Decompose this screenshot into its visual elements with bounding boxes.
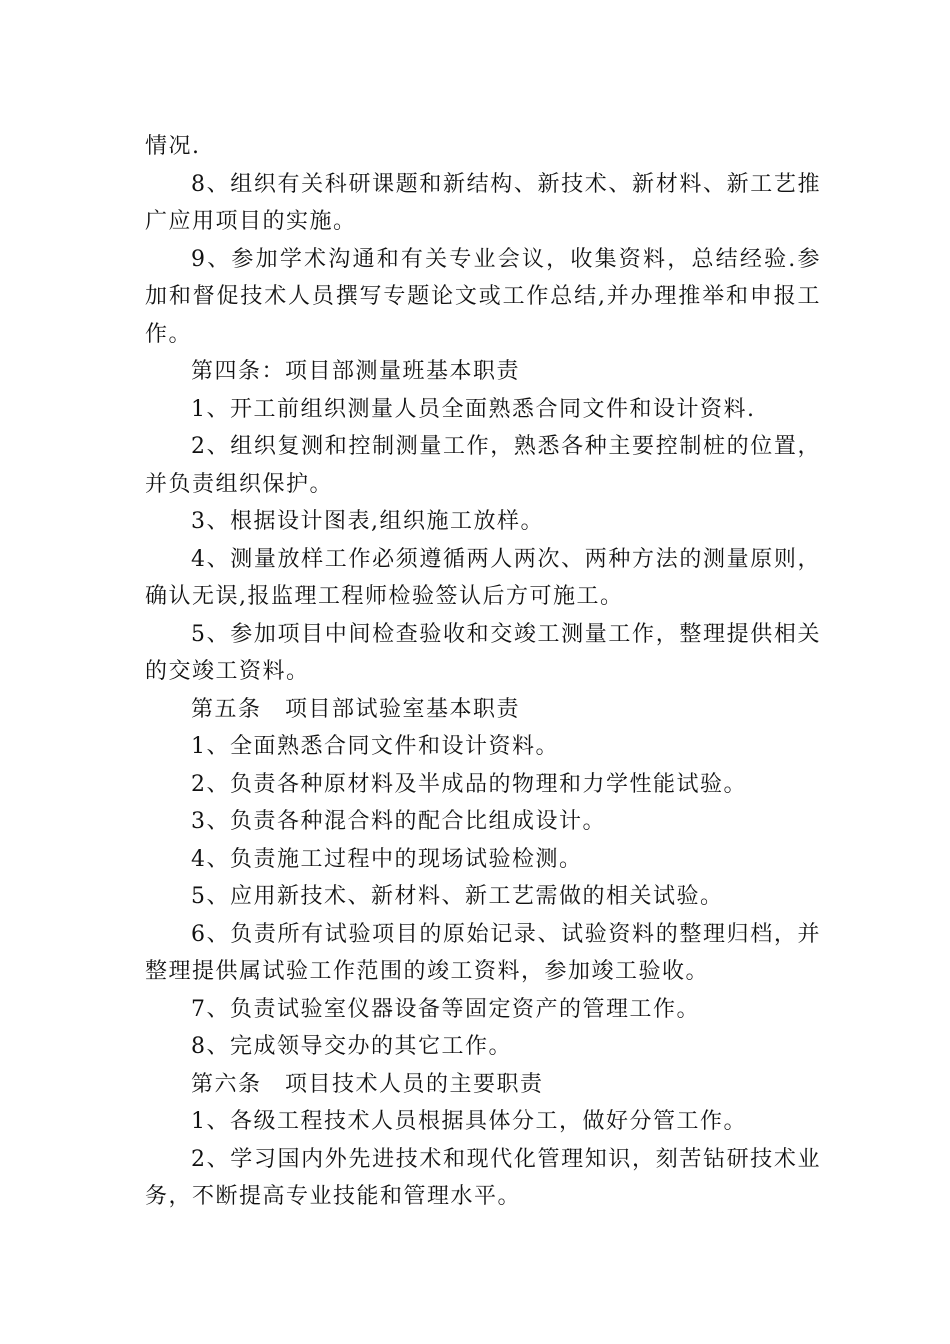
- paragraph-item: 9、参加学术沟通和有关专业会议，收集资料，总结经验.参加和督促技术人员撰写专题论文或工作总结,并办理推举和申报工作。: [145, 246, 821, 347]
- paragraph-item: 2、负责各种原材料及半成品的物理和力学性能试验。: [191, 771, 747, 797]
- paragraph-item: 3、负责各种混合料的配合比组成设计。: [191, 809, 606, 834]
- paragraph-continuation: 情况.: [145, 134, 201, 159]
- paragraph-item: 4、测量放样工作必须遵循两人两次、两种方法的测量原则，确认无误,报监理工程师检验签认后方可施工。: [145, 546, 821, 609]
- paragraph-item: 1、开工前组织测量人员全面熟悉合同文件和设计资料.: [191, 396, 756, 422]
- paragraph-item: 2、组织复测和控制测量工作，熟悉各种主要控制桩的位置，并负责组织保护。: [145, 434, 821, 497]
- paragraph-item: 7、负责试验室仪器设备等固定资产的管理工作。: [191, 996, 700, 1022]
- paragraph-item: 8、组织有关科研课题和新结构、新技术、新材料、新工艺推广应用项目的实施。: [145, 171, 821, 234]
- paragraph-item: 5、参加项目中间检查验收和交竣工测量工作，整理提供相关的交竣工资料。: [145, 621, 821, 684]
- document-body: [145, 128, 821, 1216]
- paragraph-item: 8、完成领导交办的其它工作。: [191, 1034, 512, 1059]
- section-heading: 第六条 项目技术人员的主要职责: [191, 1071, 544, 1097]
- paragraph-item: 1、各级工程技术人员根据具体分工，做好分管工作。: [191, 1109, 747, 1134]
- paragraph-item: 3、根据设计图表,组织施工放样。: [191, 509, 544, 534]
- section-heading: 第四条：项目部测量班基本职责: [191, 359, 521, 384]
- paragraph-item: 6、负责所有试验项目的原始记录、试验资料的整理归档，并整理提供属试验工作范围的竣工资料，参加竣工验收。: [145, 921, 821, 984]
- paragraph-item: 5、应用新技术、新材料、新工艺需做的相关试验。: [191, 884, 724, 909]
- paragraph-item: 2、学习国内外先进技术和现代化管理知识，刻苦钻研技术业务，不断提高专业技能和管理水平。: [145, 1146, 821, 1209]
- section-heading: 第五条 项目部试验室基本职责: [191, 696, 521, 722]
- paragraph-item: 1、全面熟悉合同文件和设计资料。: [191, 734, 559, 759]
- paragraph-item: 4、负责施工过程中的现场试验检测。: [191, 846, 583, 872]
